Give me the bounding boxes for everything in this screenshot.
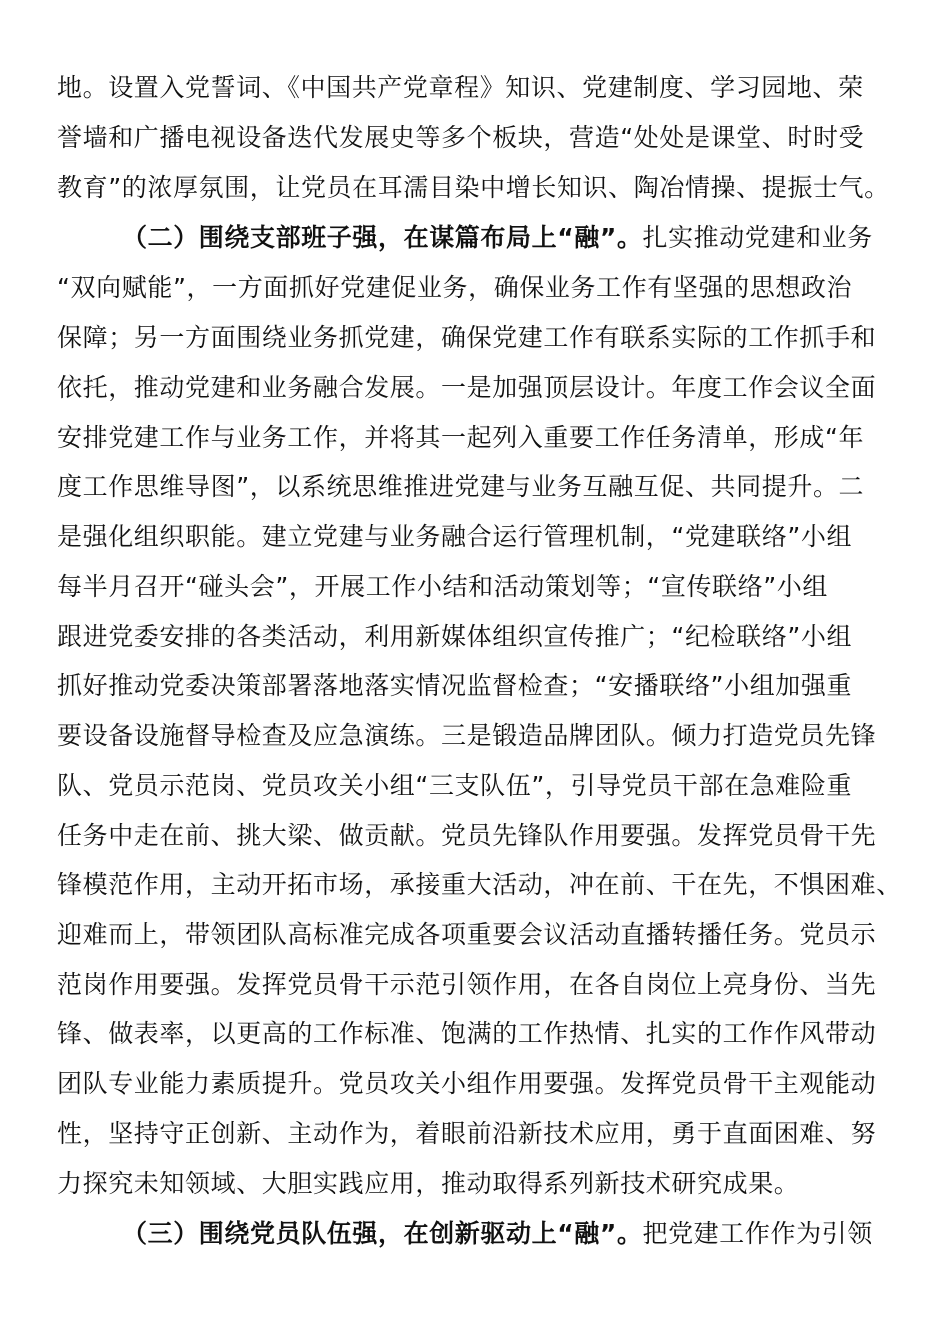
text-line: 教育”的浓厚氛围，让党员在耳濡目染中增长知识、陶冶情操、提振士气。	[57, 173, 890, 202]
text-line: 锋模范作用，主动开拓市场，承接重大活动，冲在前、干在先，不惧困难、	[57, 870, 902, 899]
text-line: 誉墙和广播电视设备迭代发展史等多个板块，营造“处处是课堂、时时受	[57, 123, 865, 152]
text-line: 范岗作用要强。发挥党员骨干示范引领作用，在各自岗位上亮身份、当先	[57, 970, 877, 999]
text-line: 每半月召开“碰头会”，开展工作小结和活动策划等；“宣传联络”小组	[57, 572, 829, 601]
text-line: 力探究未知领域、大胆实践应用，推动取得系列新技术研究成果。	[57, 1169, 800, 1198]
text-line: 团队专业能力素质提升。党员攻关小组作用要强。发挥党员骨干主观能动	[57, 1069, 877, 1098]
text-line: 锋、做表率，以更高的工作标准、饱满的工作热情、扎实的工作作风带动	[57, 1019, 877, 1048]
text-line: 要设备设施督导检查及应急演练。三是锻造品牌团队。倾力打造党员先锋	[57, 721, 877, 750]
text-line: 跟进党委安排的各类活动，利用新媒体组织宣传推广；“纪检联络”小组	[57, 622, 853, 651]
section-heading: （二）围绕支部班子强，在谋篇布局上“融”。	[122, 223, 643, 252]
text-line: 地。设置入党誓词、《中国共产党章程》知识、党建制度、学习园地、荣	[57, 73, 864, 102]
section-heading: （三）围绕党员队伍强，在创新驱动上“融”。	[122, 1219, 643, 1248]
section-heading-line: （二）围绕支部班子强，在谋篇布局上“融”。扎实推动党建和业务	[122, 223, 873, 252]
text-line: 是强化组织职能。建立党建与业务融合运行管理机制，“党建联络”小组	[57, 522, 853, 551]
text-line: “双向赋能”，一方面抓好党建促业务，确保业务工作有坚强的思想政治	[57, 273, 853, 302]
text-line: 抓好推动党委决策部署落地落实情况监督检查；“安播联络”小组加强重	[57, 671, 853, 700]
section-heading-line: （三）围绕党员队伍强，在创新驱动上“融”。把党建工作作为引领	[122, 1219, 873, 1248]
text-line: 安排党建工作与业务工作，并将其一起列入重要工作任务清单，形成“年	[57, 423, 865, 452]
text-line: 迎难而上，带领团队高标准完成各项重要会议活动直播转播任务。党员示	[57, 920, 877, 949]
text-line: 依托，推动党建和业务融合发展。一是加强顶层设计。年度工作会议全面	[57, 373, 877, 402]
text-line: 任务中走在前、挑大梁、做贡献。党员先锋队作用要强。发挥党员骨干先	[57, 821, 877, 850]
text-line: 保障；另一方面围绕业务抓党建，确保党建工作有联系实际的工作抓手和	[57, 323, 877, 352]
text-line: 度工作思维导图”，以系统思维推进党建与业务互融互促、共同提升。二	[57, 472, 865, 501]
text-line: 性，坚持守正创新、主动作为，着眼前沿新技术应用，勇于直面困难、努	[57, 1119, 877, 1148]
text-line: 队、党员示范岗、党员攻关小组“三支队伍”，引导党员干部在急难险重	[57, 771, 853, 800]
